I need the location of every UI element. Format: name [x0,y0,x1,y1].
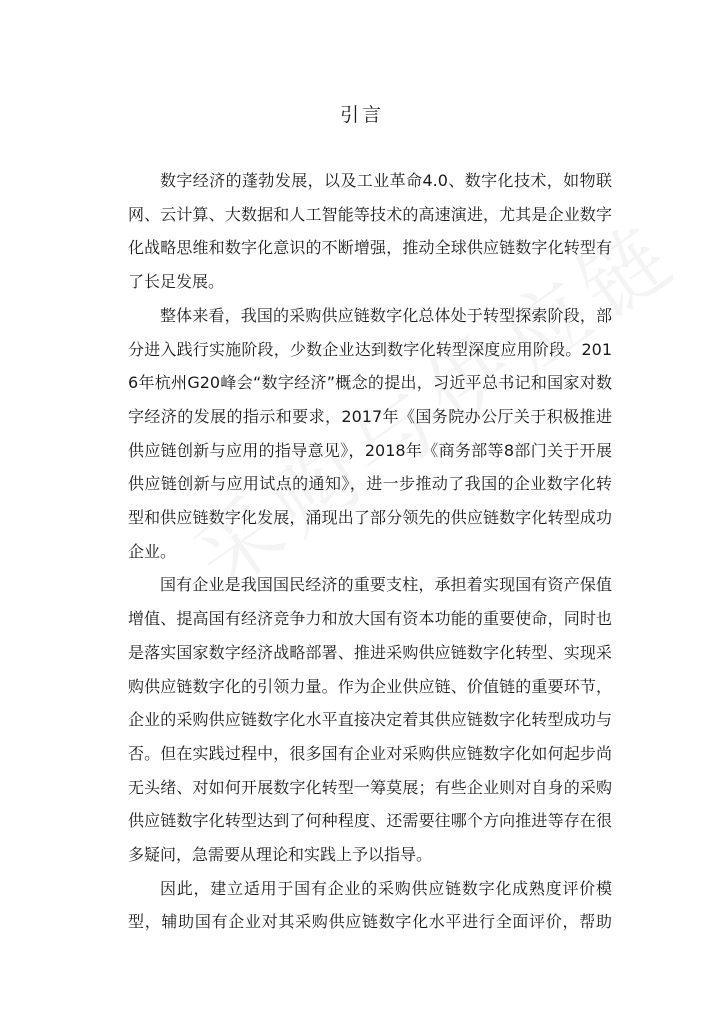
page-title: 引言 [339,104,384,126]
paragraph-4: 因此，建立适用于国有企业的采购供应链数字化成熟度评价模型，辅助国有企业对其采购供应链数字化水平进行全面评价，帮助 [128,878,612,932]
body-text [128,164,612,939]
paragraph-3: 国有企业是我国国民经济的重要支柱，承担着实现国有资产保值增值、提高国有经济竞争力和放大国有资本功能的重要使命，同时也是落实国家数字经济战略部署、推进采购供应链数字化转型、实现采购供应链数字化的引领力量。作为企业供应链、价值链的重要环节，企业的采购供应链数字化水平直接决定着其供应链数字化转型成功与否。但在实践过程中，很多国有企业对采购供应链数字化如何起步尚无头绪、对如何开展数字化转型一筹莫展；有些企业则对自身的采购供应链数字化转型达到了何种程度、还需要往哪个方向推进等存在很多疑问，急需要从理论和实践上予以指导。 [128,575,612,865]
paragraph-2: 整体来看，我国的采购供应链数字化总体处于转型探索阶段，部分进入践行实施阶段，少数企业达到数字化转型深度应用阶段。2016年杭州G20峰会“数字经济”概念的提出，习近平总书记和国家对数字经济的发展的指示和要求，2017年《国务院办公厅关于积极推进供应链创新与应用的指导意见》，2018年《商务部等8部门关于开展供应链创新与应用试点的通知》，进一步推动了我国的企业数字化转型和供应链数字化发展，涌现出了部分领先的供应链数字化转型成功企业。 [128,305,612,561]
paragraph-1: 数字经济的蓬勃发展，以及工业革命4.0、数字化技术，如物联网、云计算、大数据和人工智能等技术的高速演进，尤其是企业数字化战略思维和数字化意识的不断增强，推动全球供应链数字化转型有了长足发展。 [128,171,612,292]
